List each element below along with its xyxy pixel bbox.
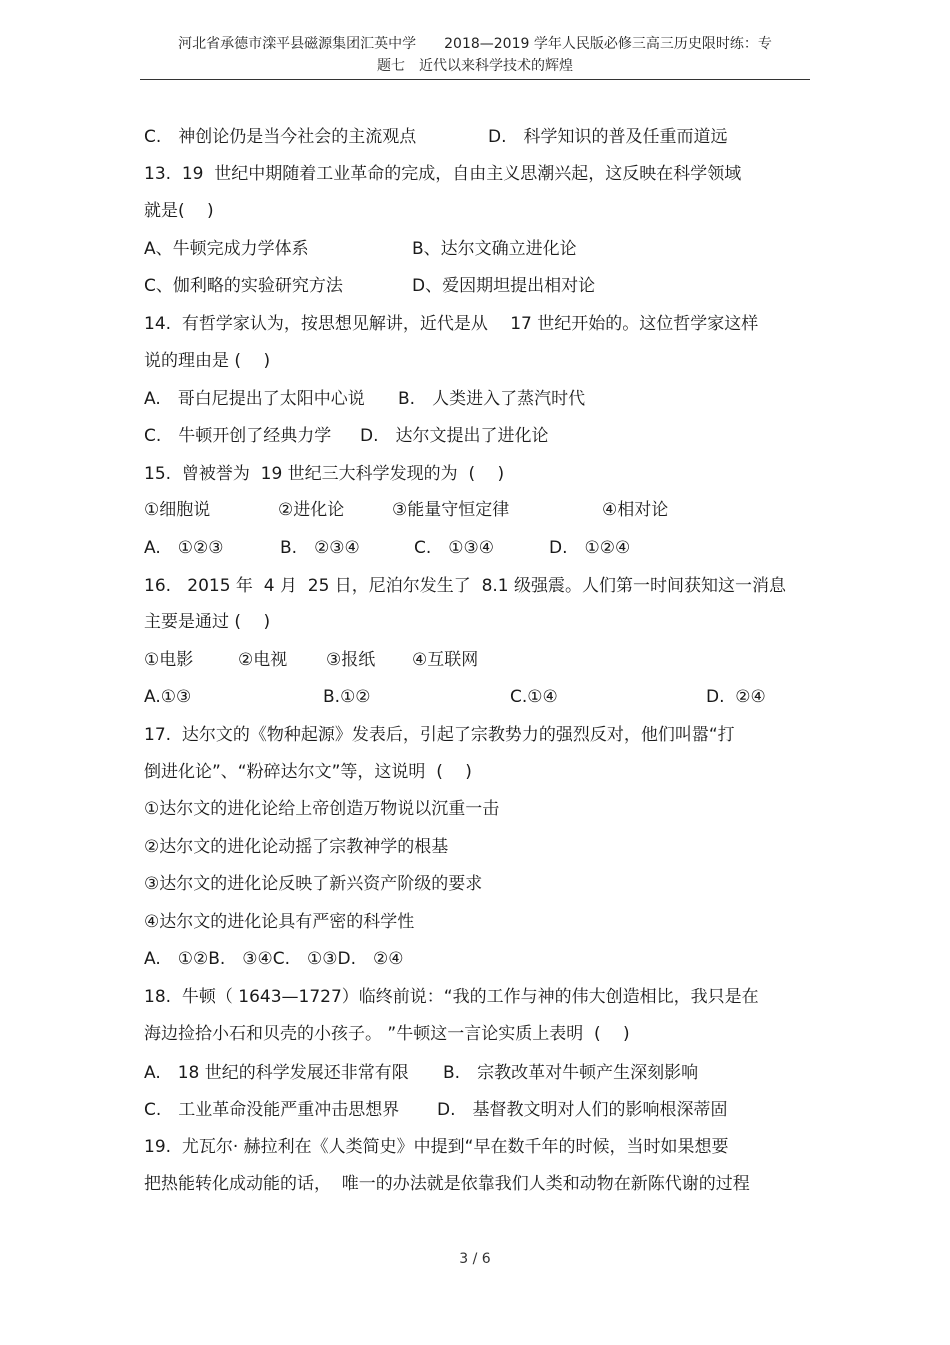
q19-stem-line1: 19. 尤瓦尔· 赫拉利在《人类简史》中提到“早在数千年的时候，当时如果想要 xyxy=(144,1137,729,1157)
q16-item-1: ①电影 xyxy=(144,650,194,670)
q13-option-d: D、爱因期坦提出相对论 xyxy=(412,276,596,296)
q17-stem-line2: 倒进化论”、“粉碎达尔文”等，这说明 ( ) xyxy=(144,762,472,782)
q15-option-a: A. ①②③ xyxy=(144,538,224,558)
q16-option-c: C.①④ xyxy=(510,687,558,707)
q15-item-4: ④相对论 xyxy=(602,500,669,520)
header-title-line2: 题七 近代以来科学技术的辉煌 xyxy=(377,58,573,74)
q16-option-d: D. ②④ xyxy=(706,687,766,707)
q16-item-3: ③报纸 xyxy=(326,650,376,670)
q17-item-2: ②达尔文的进化论动摇了宗教神学的根基 xyxy=(144,837,449,857)
q18-option-b: B. 宗教改革对牛顿产生深刻影响 xyxy=(443,1063,699,1083)
q17-item-4: ④达尔文的进化论具有严密的科学性 xyxy=(144,912,415,932)
q18-stem-line1: 18. 牛顿（ 1643—1727）临终前说：“我的工作与神的伟大创造相比，我只是在 xyxy=(144,987,759,1007)
q17-item-3: ③达尔文的进化论反映了新兴资产阶级的要求 xyxy=(144,874,483,894)
q14-option-c: C. 牛顿开创了经典力学 xyxy=(144,426,332,446)
q17-stem-line1: 17. 达尔文的《物种起源》发表后，引起了宗教势力的强烈反对，他们叫嚣“打 xyxy=(144,725,735,745)
q14-option-b: B. 人类进入了蒸汽时代 xyxy=(398,389,586,409)
q12-option-c: C. 神创论仍是当今社会的主流观点 xyxy=(144,127,417,147)
q15-stem: 15. 曾被誉为 19 世纪三大科学发现的为 ( ) xyxy=(144,464,505,484)
q16-item-2: ②电视 xyxy=(238,650,288,670)
q15-option-d: D. ①②④ xyxy=(549,538,631,558)
header-title-line1: 河北省承德市滦平县磁源集团汇英中学 2018—2019 学年人民版必修三高三历史限时练：专 xyxy=(178,36,772,52)
q18-option-d: D. 基督教文明对人们的影响根深蒂固 xyxy=(437,1100,728,1120)
q13-option-c: C、伽利略的实验研究方法 xyxy=(144,276,343,296)
q15-item-2: ②进化论 xyxy=(278,500,345,520)
q18-option-c: C. 工业革命没能严重冲击思想界 xyxy=(144,1100,400,1120)
q13-option-b: B、达尔文确立进化论 xyxy=(412,239,577,259)
q19-stem-line2: 把热能转化成动能的话， 唯一的办法就是依靠我们人类和动物在新陈代谢的过程 xyxy=(144,1174,750,1194)
q16-option-b: B.①② xyxy=(323,687,371,707)
q14-stem-line1: 14. 有哲学家认为，按思想见解讲，近代是从 17 世纪开始的。这位哲学家这样 xyxy=(144,314,759,334)
q15-option-c: C. ①③④ xyxy=(414,538,494,558)
q16-stem-line2: 主要是通过 ( ) xyxy=(144,612,271,632)
q17-item-1: ①达尔文的进化论给上帝创造万物说以沉重一击 xyxy=(144,799,500,819)
q13-stem-line2: 就是( ) xyxy=(144,201,214,221)
q15-item-3: ③能量守恒定律 xyxy=(392,500,510,520)
q13-stem-line1: 13. 19 世纪中期随着工业革命的完成，自由主义思潮兴起，这反映在科学领域 xyxy=(144,164,742,184)
q14-option-d: D. 达尔文提出了进化论 xyxy=(360,426,549,446)
q16-option-a: A.①③ xyxy=(144,687,192,707)
q12-option-d: D. 科学知识的普及任重而道远 xyxy=(488,127,728,147)
page-header xyxy=(140,33,810,77)
header-divider xyxy=(140,79,810,80)
q14-option-a: A. 哥白尼提出了太阳中心说 xyxy=(144,389,365,409)
q15-item-1: ①细胞说 xyxy=(144,500,211,520)
q17-options: A. ①②B. ③④C. ①③D. ②④ xyxy=(144,949,404,969)
q18-stem-line2: 海边捡拾小石和贝壳的小孩子。 ”牛顿这一言论实质上表明 ( ) xyxy=(144,1024,630,1044)
q14-stem-line2: 说的理由是 ( ) xyxy=(144,351,271,371)
q16-item-4: ④互联网 xyxy=(412,650,479,670)
q18-option-a: A. 18 世纪的科学发展还非常有限 xyxy=(144,1063,409,1083)
q16-stem-line1: 16. 2015 年 4 月 25 日，尼泊尔发生了 8.1 级强震。人们第一时间获知这一消息 xyxy=(144,576,787,596)
q13-option-a: A、牛顿完成力学体系 xyxy=(144,239,309,259)
q15-option-b: B. ②③④ xyxy=(280,538,360,558)
page-number: 3 / 6 xyxy=(459,1251,491,1267)
